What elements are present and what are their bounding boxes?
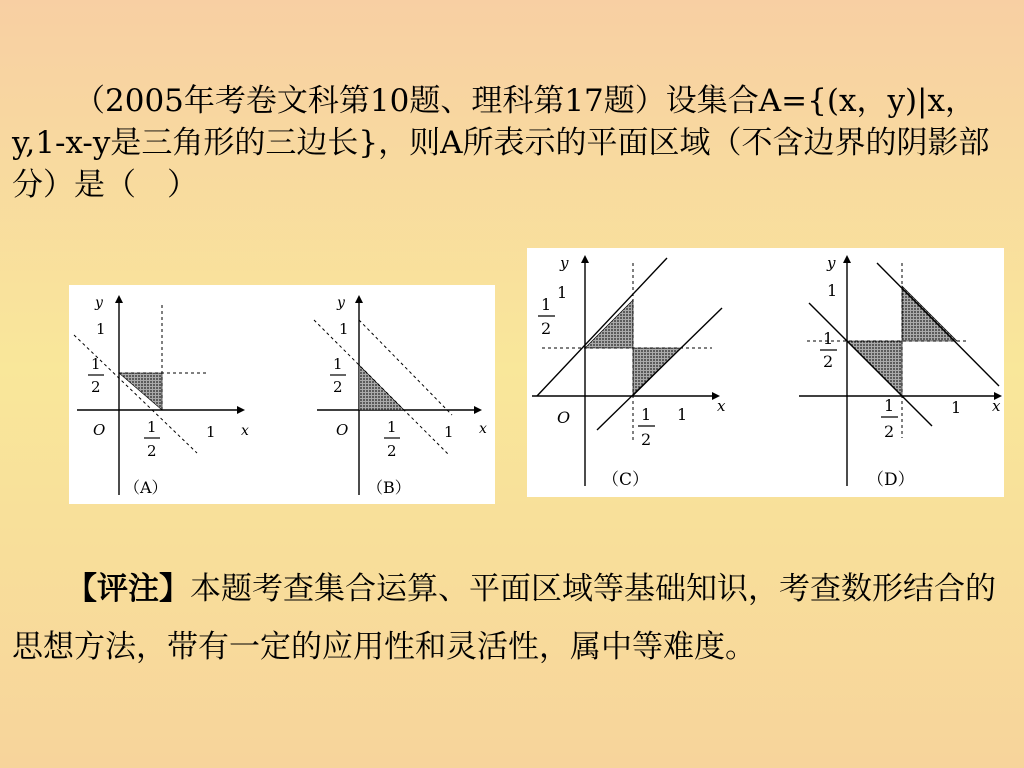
graph-c-y-arrow [581,255,589,263]
graph-c-shaded-upper [585,300,633,348]
graph-d-y-half-num: 1 [823,329,834,348]
graph-d-x-half-num: 1 [884,396,895,415]
figure-panel-ab [69,285,495,504]
graph-c-x-half-num: 1 [641,405,652,424]
graph-b-x-label: x [479,421,487,437]
graph-a [74,295,249,497]
graph-c-y-label: y [560,254,569,272]
graph-d-x-one: 1 [951,398,962,417]
graph-b-y-one: 1 [339,320,349,338]
graph-d-x-label: x [992,397,1001,415]
graph-b-y-half-num: 1 [333,355,343,373]
graph-b-x-arrow [474,406,482,414]
graph-a-x-arrow [237,406,245,414]
comment-block [12,560,1012,676]
question-block [12,80,1012,206]
graph-c [532,254,726,490]
graph-a-origin: O [93,421,106,439]
question-text: （2005年考卷文科第10题、理科第17题）设集合A={(x，y)|x，y,1-x-y是三角形的三边长}，则A所表示的平面区域（不含边界的阴影部分）是（ ） [12,83,990,203]
graph-c-y-one: 1 [557,283,568,302]
graph-d [799,254,1002,490]
graph-b [314,295,487,497]
figure-panel-cd [527,248,1004,497]
graph-c-x-one: 1 [677,405,688,424]
graph-a-y-label: y [95,295,103,311]
option-a-label: （A） [124,478,168,497]
graph-b-x-half-num: 1 [387,418,397,436]
graph-b-x-one: 1 [444,423,454,441]
graph-d-shaded-right [902,286,957,341]
figure-cd-svg [527,248,1004,497]
graph-b-x-half-den: 2 [387,442,397,460]
graph-a-y-arrow [115,295,123,303]
graph-b-y-arrow [355,295,363,303]
option-b-label: （B） [367,478,411,497]
graph-a-x-one: 1 [206,423,216,441]
option-c-label: （C） [602,470,650,490]
comment-text: 本题考查集合运算、平面区域等基础知识，考查数形结合的思想方法，带有一定的应用性和灵活性，属中等难度。 [12,571,996,665]
graph-c-x-half-den: 2 [641,430,652,449]
graph-d-x-half-den: 2 [884,422,895,441]
graph-c-y-half-den: 2 [541,319,552,338]
graph-b-y-half-den: 2 [333,378,343,396]
graph-d-y-one: 1 [827,281,838,300]
option-d-label: （D） [867,470,915,490]
graph-a-x-half-den: 2 [147,442,157,460]
comment-tag: 【评注】 [66,571,190,607]
figure-ab-svg [69,285,495,504]
graph-d-y-half-den: 2 [823,352,834,371]
graph-b-origin: O [336,421,349,439]
graph-a-y-one: 1 [96,320,106,338]
graph-a-shaded-region [119,373,162,410]
graph-c-origin: O [557,408,571,427]
graph-b-y-label: y [337,295,345,311]
graph-a-x-half-num: 1 [147,418,157,436]
graph-a-y-half-den: 2 [91,378,101,396]
graph-d-y-label: y [827,254,836,272]
graph-a-x-label: x [241,423,249,439]
graph-c-x-label: x [717,397,726,415]
graph-a-y-half-num: 1 [91,355,101,373]
graph-c-y-half-num: 1 [541,295,552,314]
graph-d-y-arrow [843,255,851,263]
